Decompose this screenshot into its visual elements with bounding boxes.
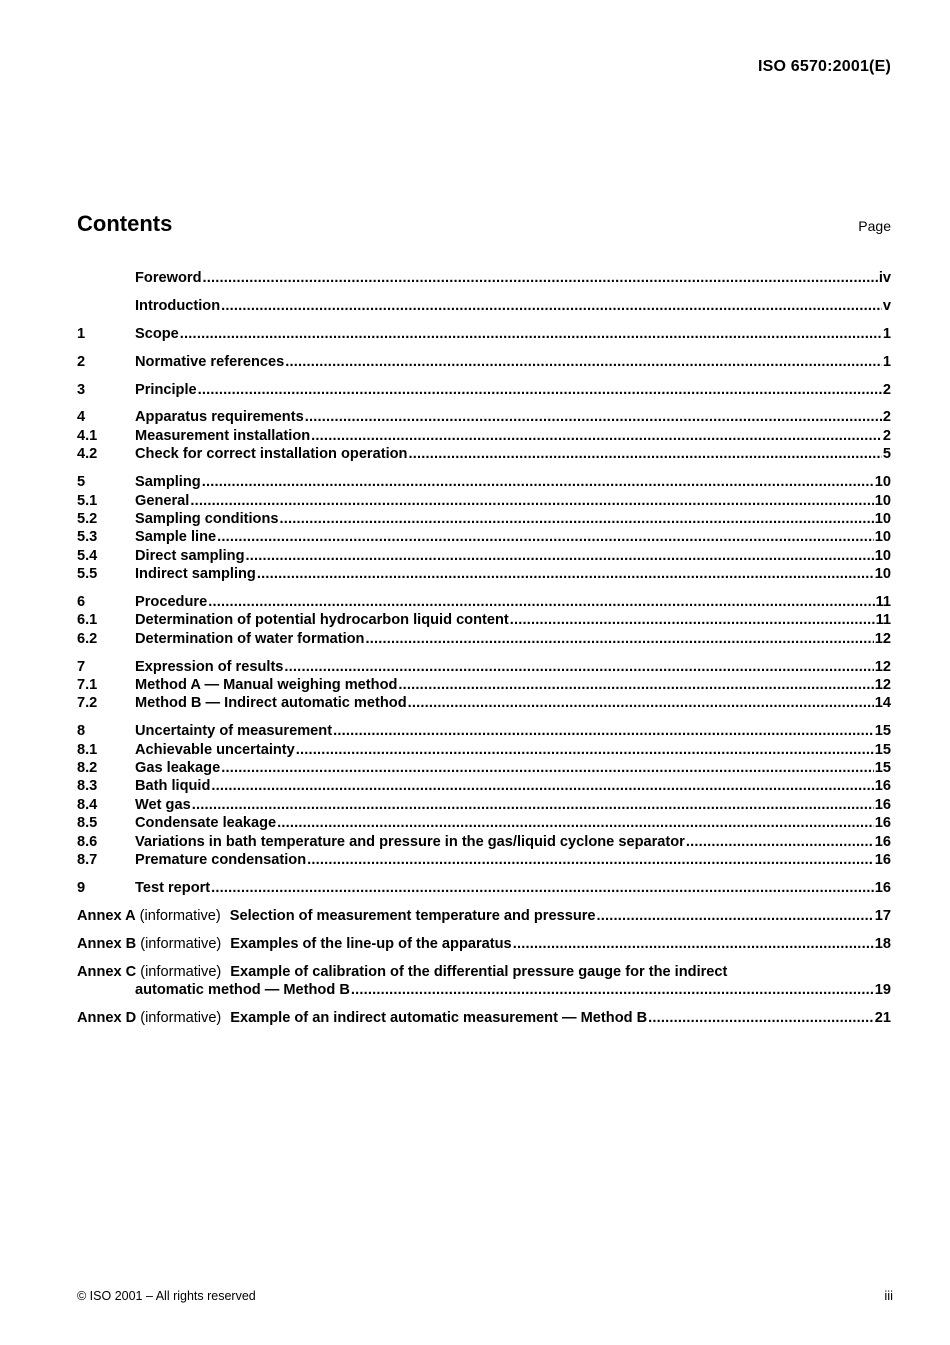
- toc-entry[interactable]: [77, 269, 891, 287]
- dot-leader: [190, 492, 873, 510]
- toc-entry-title: Expression of results: [135, 658, 284, 675]
- toc-entry[interactable]: [77, 528, 891, 546]
- toc-entry-page: 12: [874, 677, 891, 694]
- annex-title: Example of an indirect automatic measurement — Method B: [230, 1009, 648, 1026]
- toc-entry-title: Apparatus requirements: [135, 409, 304, 426]
- toc-entry-number: 5.1: [77, 492, 98, 509]
- toc-entry-number: 5.5: [77, 566, 98, 583]
- dot-leader: [208, 593, 874, 611]
- dot-leader: [311, 427, 882, 445]
- annex-entry[interactable]: [77, 907, 891, 925]
- toc-entry-number: 4: [77, 409, 86, 426]
- toc-entry-number: 6.2: [77, 630, 98, 647]
- toc-entry[interactable]: [77, 741, 891, 759]
- toc-entry-title: Premature condensation: [135, 852, 307, 869]
- toc-entry-title: Gas leakage: [135, 760, 221, 777]
- toc-entry-page: 10: [874, 529, 891, 546]
- toc-entry-title: Test report: [135, 879, 211, 896]
- toc-entry-title: Sampling conditions: [135, 510, 279, 527]
- dot-leader: [198, 381, 882, 399]
- annex-title-continued: automatic method — Method B: [135, 982, 350, 998]
- dot-leader: [245, 547, 873, 565]
- dot-leader: [280, 510, 874, 528]
- toc-entry[interactable]: [77, 611, 891, 629]
- toc-entry-number: 1: [77, 325, 86, 342]
- toc-entry[interactable]: [77, 547, 891, 565]
- toc-group: [77, 473, 891, 583]
- dot-leader: [365, 630, 873, 648]
- toc-entry-title: Achievable uncertainty: [135, 741, 295, 758]
- toc-entry-page: 16: [874, 796, 891, 813]
- toc-group: [77, 658, 891, 713]
- dot-leader: [648, 1009, 874, 1027]
- dot-leader: [221, 297, 882, 315]
- dot-leader: [211, 879, 874, 897]
- toc-entry-number: 8.6: [77, 833, 98, 850]
- dot-leader: [408, 694, 874, 712]
- toc-entry-number: 6: [77, 593, 86, 610]
- toc-entry-page: 16: [874, 879, 891, 896]
- annex-title: Example of calibration of the differential pressure gauge for the indirect: [230, 963, 728, 980]
- toc-entry-number: 8.5: [77, 815, 98, 832]
- toc-entry[interactable]: [77, 593, 891, 611]
- toc-entry-title: Determination of potential hydrocarbon liquid content: [135, 612, 509, 629]
- toc-entry-title: Check for correct installation operation: [135, 446, 408, 463]
- toc-group: [77, 879, 891, 897]
- toc-entry-page: 11: [875, 593, 891, 610]
- toc-entry-title: General: [135, 492, 190, 509]
- toc-entry[interactable]: [77, 565, 891, 583]
- toc-entry-page: 1: [882, 325, 891, 342]
- toc-entry[interactable]: [77, 381, 891, 399]
- dot-leader: [211, 777, 873, 795]
- toc-group: [77, 297, 891, 315]
- dot-leader: [217, 528, 874, 546]
- toc-entry[interactable]: [77, 353, 891, 371]
- toc-entry-number: 6.1: [77, 612, 98, 629]
- dot-leader: [192, 796, 874, 814]
- toc-entry[interactable]: [77, 445, 891, 463]
- toc-entry[interactable]: [77, 777, 891, 795]
- toc-entry[interactable]: [77, 851, 891, 869]
- annex-type: (informative): [140, 935, 222, 952]
- toc-entry-page: 14: [874, 695, 891, 712]
- toc-entry[interactable]: [77, 297, 891, 315]
- annex-group: [77, 963, 891, 1000]
- toc-entry-title: Sample line: [135, 529, 217, 546]
- toc-entry-page: 10: [874, 566, 891, 583]
- toc-group: [77, 408, 891, 463]
- toc-entry-number: 8.1: [77, 741, 98, 758]
- toc-entry-title: Determination of water formation: [135, 630, 365, 647]
- annex-group: [77, 1009, 891, 1027]
- toc-entry-page: 15: [874, 723, 891, 740]
- toc-entry-number: 9: [77, 879, 86, 896]
- contents-heading: Contents: [77, 211, 173, 236]
- toc-entry[interactable]: [77, 759, 891, 777]
- toc-entry-page: 10: [874, 474, 891, 491]
- toc-entry-number: 4.1: [77, 427, 98, 444]
- standard-identifier: ISO 6570:2001(E): [757, 58, 891, 75]
- toc-entry-page: iv: [878, 270, 891, 286]
- annex-entry-continuation[interactable]: [77, 981, 891, 999]
- toc-entry-number: 8.3: [77, 778, 98, 795]
- toc-entry-page: 2: [882, 381, 891, 398]
- annex-entry[interactable]: [77, 1009, 891, 1027]
- annex-title: Selection of measurement temperature and pressure: [229, 907, 596, 924]
- annex-label: Annex B: [77, 935, 137, 952]
- toc-entry-number: 5: [77, 474, 86, 491]
- toc-entry[interactable]: [77, 630, 891, 648]
- toc-entry-page: 16: [874, 852, 891, 869]
- toc-entry-number: 5.4: [77, 547, 98, 564]
- toc-entry-number: 7.1: [77, 677, 98, 694]
- toc-entry-title: Sampling: [135, 474, 201, 491]
- dot-leader: [202, 269, 877, 287]
- annex-entry[interactable]: [77, 963, 891, 981]
- dot-leader: [221, 759, 874, 777]
- toc-group: [77, 269, 891, 287]
- toc-entry[interactable]: [77, 427, 891, 445]
- dot-leader: [597, 907, 874, 925]
- toc-entry-page: 10: [874, 510, 891, 527]
- toc-entry-title: Method B — Indirect automatic method: [135, 695, 407, 712]
- dot-leader: [398, 676, 873, 694]
- page-number: iii: [884, 1288, 893, 1303]
- annex-type: (informative): [140, 963, 222, 980]
- toc-entry-title: Indirect sampling: [135, 566, 256, 583]
- toc-entry[interactable]: [77, 879, 891, 897]
- page-column-label: Page: [858, 218, 891, 234]
- annex-group: [77, 935, 891, 953]
- dot-leader: [305, 408, 882, 426]
- dot-leader: [351, 981, 874, 999]
- dot-leader: [277, 814, 874, 832]
- toc-entry-title: Foreword: [135, 270, 202, 286]
- toc-entry-page: 16: [874, 833, 891, 850]
- toc-entry-number: 8: [77, 723, 86, 740]
- toc-group: [77, 722, 891, 869]
- dot-leader: [307, 851, 874, 869]
- annex-label: Annex D: [77, 1009, 137, 1026]
- dot-leader: [284, 658, 873, 676]
- toc-entry[interactable]: [77, 510, 891, 528]
- toc-entry-title: Introduction: [135, 297, 221, 314]
- dot-leader: [285, 353, 882, 371]
- toc-group: [77, 353, 891, 371]
- toc-entry-title: Measurement installation: [135, 427, 311, 444]
- toc-entry-page: 16: [874, 815, 891, 832]
- toc-entry[interactable]: [77, 814, 891, 832]
- toc-entry[interactable]: [77, 833, 891, 851]
- toc-entry-number: 8.2: [77, 760, 98, 777]
- table-of-contents: [77, 269, 891, 1037]
- annex-label: Annex A: [77, 907, 136, 924]
- toc-entry-title: Uncertainty of measurement: [135, 723, 333, 740]
- annex-page: 19: [874, 982, 891, 998]
- dot-leader: [333, 722, 874, 740]
- toc-entry-title: Method A — Manual weighing method: [135, 677, 398, 694]
- toc-entry-page: 2: [882, 409, 891, 426]
- toc-entry-number: 5.2: [77, 510, 98, 527]
- annex-group: [77, 907, 891, 925]
- dot-leader: [510, 611, 875, 629]
- toc-entry-page: 12: [874, 630, 891, 647]
- copyright-notice: © ISO 2001 – All rights reserved: [77, 1289, 256, 1303]
- toc-entry[interactable]: [77, 796, 891, 814]
- toc-entry[interactable]: [77, 722, 891, 740]
- dot-leader: [257, 565, 874, 583]
- toc-entry-page: 10: [874, 547, 891, 564]
- toc-entry[interactable]: [77, 694, 891, 712]
- toc-entry-title: Direct sampling: [135, 547, 245, 564]
- toc-entry[interactable]: [77, 325, 891, 343]
- dot-leader: [408, 445, 881, 463]
- annex-title: Examples of the line-up of the apparatus: [230, 935, 512, 952]
- toc-entry-page: 10: [874, 492, 891, 509]
- dot-leader: [686, 833, 874, 851]
- toc-entry[interactable]: [77, 408, 891, 426]
- toc-entry-title: Condensate leakage: [135, 815, 277, 832]
- toc-entry-number: 8.4: [77, 796, 98, 813]
- toc-entry-page: 12: [874, 658, 891, 675]
- toc-entry-title: Normative references: [135, 353, 285, 370]
- toc-entry-page: 15: [874, 741, 891, 758]
- toc-entry-title: Procedure: [135, 593, 208, 610]
- toc-entry-page: 5: [882, 446, 891, 463]
- dot-leader: [513, 935, 874, 953]
- annex-label: Annex C: [77, 963, 137, 980]
- toc-entry-number: 7.2: [77, 695, 98, 712]
- annex-page: 18: [874, 935, 891, 952]
- toc-group: [77, 325, 891, 343]
- toc-entry-number: 2: [77, 353, 86, 370]
- toc-group: [77, 593, 891, 648]
- annex-entry[interactable]: [77, 935, 891, 953]
- toc-entry[interactable]: [77, 492, 891, 510]
- toc-entry-page: 2: [882, 427, 891, 444]
- toc-entry-page: v: [882, 297, 891, 314]
- toc-entry-title: Scope: [135, 325, 179, 342]
- toc-entry-title: Bath liquid: [135, 778, 211, 795]
- dot-leader: [202, 473, 874, 491]
- toc-entry[interactable]: [77, 676, 891, 694]
- dot-leader: [296, 741, 874, 759]
- toc-entry-number: 7: [77, 658, 86, 675]
- toc-entry-number: 4.2: [77, 446, 98, 463]
- toc-entry[interactable]: [77, 658, 891, 676]
- toc-entry-page: 11: [875, 612, 891, 629]
- toc-entry-page: 15: [874, 760, 891, 777]
- toc-entry-page: 16: [874, 778, 891, 795]
- toc-entry-page: 1: [882, 353, 891, 370]
- toc-entry-title: Wet gas: [135, 796, 191, 813]
- toc-entry-number: 3: [77, 381, 86, 398]
- annex-page: 21: [874, 1009, 891, 1026]
- annex-page: 17: [874, 907, 891, 924]
- annex-type: (informative): [139, 907, 221, 924]
- annex-type: (informative): [140, 1009, 222, 1026]
- toc-group: [77, 381, 891, 399]
- toc-entry-number: 5.3: [77, 529, 98, 546]
- toc-entry-title: Principle: [135, 381, 197, 398]
- dot-leader: [180, 325, 882, 343]
- toc-entry-number: 8.7: [77, 852, 98, 869]
- toc-entry[interactable]: [77, 473, 891, 491]
- toc-entry-title: Variations in bath temperature and pressure in the gas/liquid cyclone separator: [135, 833, 685, 850]
